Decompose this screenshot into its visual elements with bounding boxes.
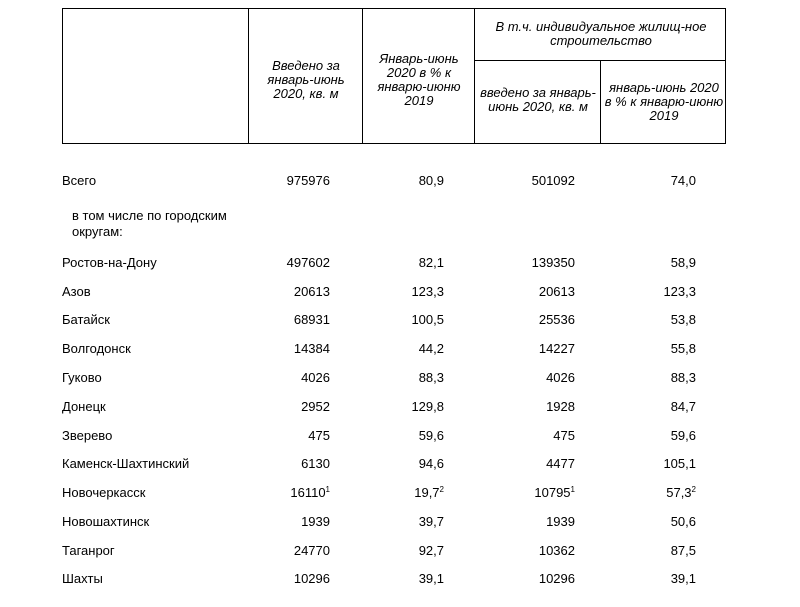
cell-col3: 20613: [538, 284, 575, 299]
cell-col2: 123,3: [411, 284, 444, 299]
header-col4: январь-июнь 2020 в % к январю-июню 2019: [604, 80, 724, 123]
cell-col2: 59,6: [418, 428, 444, 443]
header-group-underline: [474, 60, 726, 61]
cell-col4: 53,8: [670, 312, 696, 327]
cell-col2: 92,7: [418, 543, 444, 558]
cell-col4: 57,3$^2$: [666, 485, 696, 500]
header-bottom-border: [62, 143, 726, 144]
cell-col1: 20613: [293, 284, 330, 299]
cell-col1: 2952: [301, 399, 330, 414]
cell-col4: 105,1: [663, 456, 696, 471]
table-row: [0, 395, 800, 419]
table-row: [0, 308, 800, 332]
cell-col1: 497602: [286, 255, 330, 270]
table-row: [0, 424, 800, 448]
cell-col4: 58,9: [670, 255, 696, 270]
header-group: В т.ч. индивидуальное жилищ-ное строительство: [495, 19, 707, 48]
header-col1: Введено за январь-июнь 2020, кв. м: [267, 58, 345, 101]
cell-col3: 4026: [546, 370, 575, 385]
cell-col3: 10362: [538, 543, 575, 558]
cell-col3: 1939: [546, 514, 575, 529]
cell-col3: 10795$^1$: [534, 485, 575, 500]
cell-col2: 80,9: [418, 173, 444, 188]
table-header: [0, 0, 800, 150]
cell-col1: 10296: [293, 571, 330, 586]
cell-col3: 4477: [546, 456, 575, 471]
cell-col4: 55,8: [670, 341, 696, 356]
footnote-mark: 2: [691, 485, 696, 494]
footnote-mark: 1: [325, 485, 330, 494]
table-row: [0, 337, 800, 361]
row-label: Новочеркасск: [62, 485, 146, 500]
cell-col1: 24770: [293, 543, 330, 558]
cell-col4: 59,6: [670, 428, 696, 443]
row-label: Зверево: [62, 428, 113, 443]
cell-col3: 10296: [538, 571, 575, 586]
cell-col1: 14384: [293, 341, 330, 356]
row-label: Азов: [62, 284, 91, 299]
cell-col3: 475: [553, 428, 575, 443]
header-divider-1: [248, 8, 249, 144]
cell-col2: 94,6: [418, 456, 444, 471]
header-right-border: [725, 8, 726, 144]
table-row: [0, 280, 800, 304]
cell-col1: 975976: [286, 173, 330, 188]
cell-col2: 19,7$^2$: [414, 485, 444, 500]
cell-col2: 44,2: [418, 341, 444, 356]
cell-col4: 39,1: [670, 571, 696, 586]
cell-col1: 6130: [301, 456, 330, 471]
cell-col1: 1939: [301, 514, 330, 529]
cell-col4: 74,0: [670, 173, 696, 188]
cell-col4: 123,3: [663, 284, 696, 299]
cell-col3: 14227: [538, 341, 575, 356]
cell-col1: 68931: [293, 312, 330, 327]
cell-col3: 1928: [546, 399, 575, 414]
footnote-mark: 1: [570, 485, 575, 494]
row-label: Каменск-Шахтинский: [62, 456, 190, 471]
cell-col2: 88,3: [418, 370, 444, 385]
table-row: [0, 452, 800, 476]
subheading: в том числе по городским округам:: [72, 208, 227, 239]
cell-col1: 16110$^1$: [290, 485, 330, 500]
table-row-total: [0, 169, 800, 193]
header-divider-2: [362, 8, 363, 144]
row-label: Всего: [62, 173, 97, 188]
table-row: [0, 366, 800, 390]
cell-col3: 501092: [531, 173, 575, 188]
cell-col2: 82,1: [418, 255, 444, 270]
cell-col4: 88,3: [670, 370, 696, 385]
row-label: Батайск: [62, 312, 110, 327]
header-col3: введено за январь-июнь 2020, кв. м: [480, 85, 596, 114]
table-row: [0, 539, 800, 563]
cell-col2: 39,7: [418, 514, 444, 529]
row-label: Волгодонск: [62, 341, 131, 356]
row-label: Гуково: [62, 370, 102, 385]
cell-col4: 84,7: [670, 399, 696, 414]
row-label: Донецк: [62, 399, 106, 414]
row-label: Ростов-на-Дону: [62, 255, 157, 270]
cell-col1: 475: [308, 428, 330, 443]
row-label: Шахты: [62, 571, 103, 586]
cell-col3: 139350: [531, 255, 575, 270]
row-label: Таганрог: [62, 543, 115, 558]
cell-col1: 4026: [301, 370, 330, 385]
header-top-border: [62, 8, 726, 9]
cell-col2: 129,8: [411, 399, 444, 414]
table-row: [0, 567, 800, 591]
table-row: [0, 481, 800, 505]
cell-col2: 39,1: [418, 571, 444, 586]
header-col2: Январь-июнь 2020 в % к январю-июню 2019: [377, 51, 461, 108]
table-row: [0, 251, 800, 275]
cell-col4: 50,6: [670, 514, 696, 529]
header-divider-4: [600, 60, 601, 144]
cell-col3: 25536: [538, 312, 575, 327]
cell-col4: 87,5: [670, 543, 696, 558]
footnote-mark: 2: [439, 485, 444, 494]
cell-col2: 100,5: [411, 312, 444, 327]
table-row: [0, 510, 800, 534]
row-label: Новошахтинск: [62, 514, 150, 529]
header-divider-3: [474, 8, 475, 144]
header-left-border: [62, 8, 63, 144]
